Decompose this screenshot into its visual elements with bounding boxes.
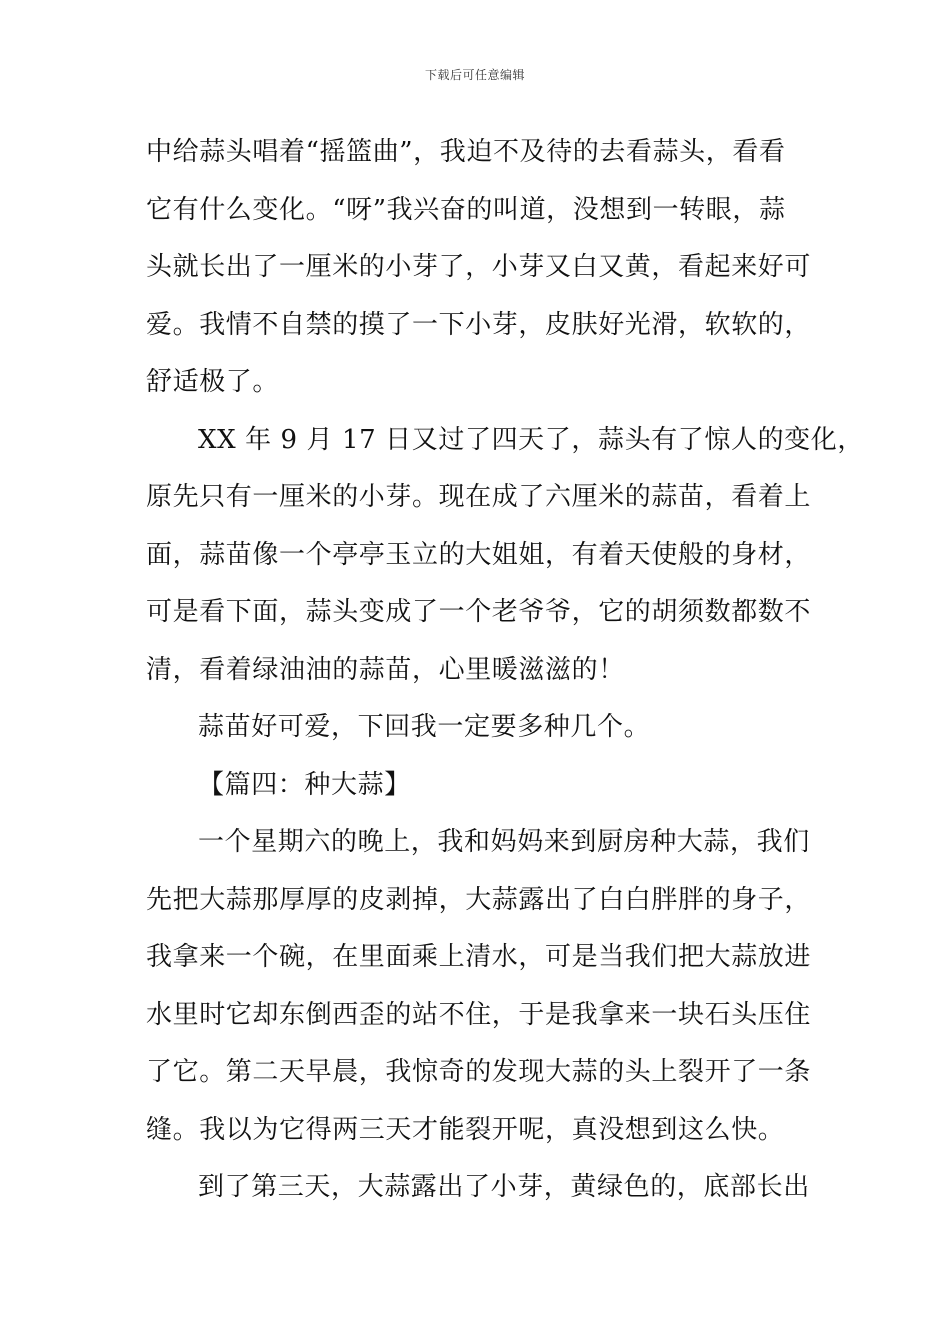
text-line: 中给蒜头唱着“摇篮曲”，我迫不及待的去看蒜头，看看 [146, 137, 786, 167]
paragraph-start-line: 一个星期六的晚上，我和妈妈来到厨房种大蒜，我们 [198, 827, 810, 857]
section-heading: 【篇四：种大蒜】 [198, 769, 411, 800]
text-line: 水里时它却东倒西歪的站不住，于是我拿来一块石头压住 [146, 999, 812, 1030]
text-line: 先把大蒜那厚厚的皮剥掉，大蒜露出了白白胖胖的身子， [146, 884, 812, 915]
paragraph-start-line: 到了第三天，大蒜露出了小芽，黄绿色的，底部长出 [198, 1172, 810, 1202]
text-line: 原先只有一厘米的小芽。现在成了六厘米的蒜苗，看着上 [146, 482, 812, 512]
paragraph-start-line: 蒜苗好可爱，下回我一定要多种几个。 [198, 712, 651, 742]
text-line: 可是看下面，蒜头变成了一个老爷爷，它的胡须数都数不 [146, 597, 812, 627]
text-line: 头就长出了一厘米的小芽了，小芽又白又黄，看起来好可 [146, 252, 812, 282]
text-line: 舒适极了。 [146, 367, 280, 397]
text-line: 爱。我情不自禁的摸了一下小芽，皮肤好光滑，软软的， [146, 309, 812, 340]
document-body [146, 124, 864, 1217]
paragraph-start-line: XX 年 9 月 17 日又过了四天了，蒜头有了惊人的变化， [198, 424, 864, 455]
text-line: 面，蒜苗像一个亭亭玉立的大姐姐，有着天使般的身材， [146, 539, 812, 570]
text-line: 清，看着绿油油的蒜苗，心里暖滋滋的！ [146, 654, 625, 685]
text-line: 了它。第二天早晨，我惊奇的发现大蒜的头上裂开了一条 [146, 1057, 812, 1087]
text-line: 缝。我以为它得两三天才能裂开呢，真没想到这么快。 [146, 1114, 785, 1145]
page-header: 下载后可任意编辑 [424, 68, 525, 82]
text-line: 它有什么变化。“呀”我兴奋的叫道，没想到一转眼，蒜 [146, 194, 786, 225]
text-line: 我拿来一个碗，在里面乘上清水，可是当我们把大蒜放进 [146, 942, 812, 972]
